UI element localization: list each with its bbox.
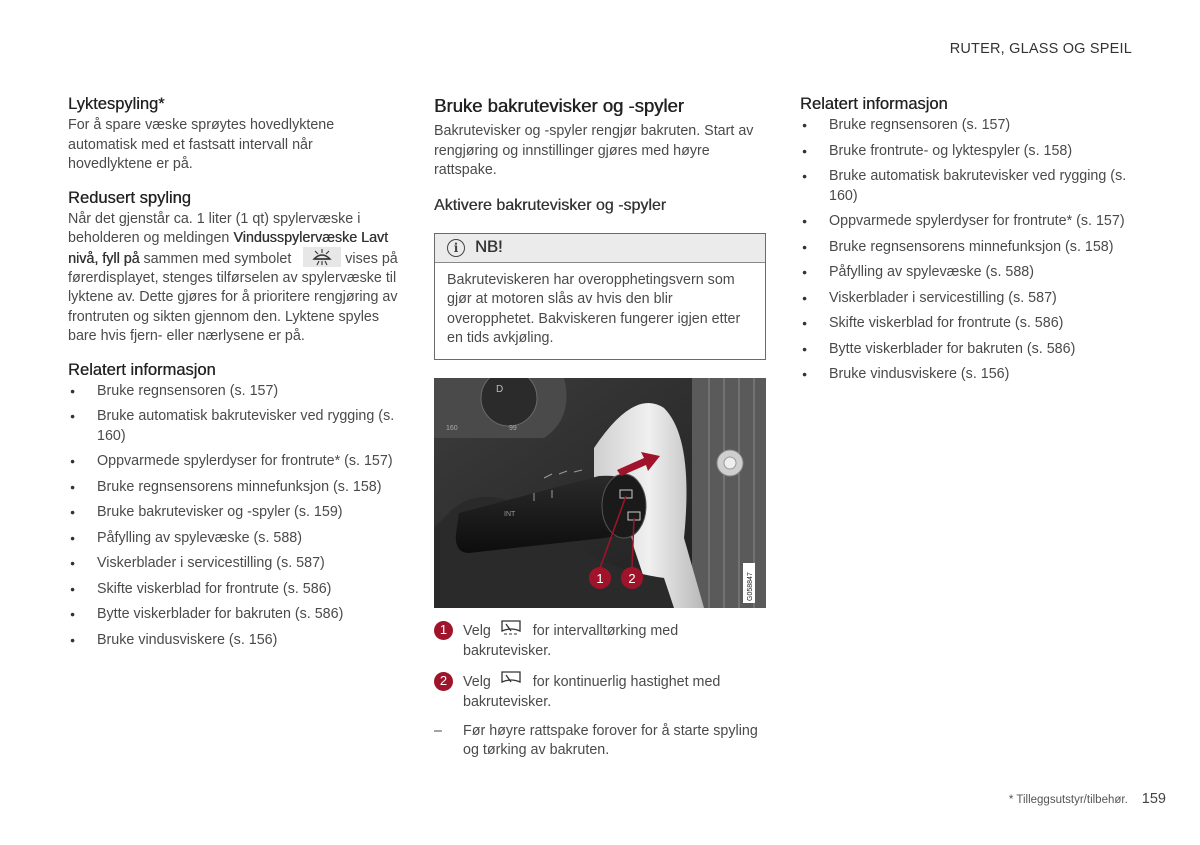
related-link[interactable]: ● Bruke bakrutevisker og -spyler (s. 159) (68, 503, 400, 523)
section-redusert-spyling (68, 189, 400, 347)
page-number: 159 (1141, 791, 1166, 807)
related-link[interactable]: ● Viskerblader i servicestilling (s. 587) (800, 289, 1132, 309)
note-header (435, 234, 765, 263)
step-text: Før høyre rattspake forover for å starte spyling og tørking av bakruten. (463, 722, 758, 758)
related-link[interactable]: ● Skifte viskerblad for frontrute (s. 586) (68, 580, 400, 600)
heading-redusert-spyling: Redusert spyling (68, 188, 191, 207)
section-lyktespyling (68, 95, 400, 175)
washer-fluid-icon (303, 247, 341, 267)
redusert-text-2: sammen med symbolet (143, 250, 292, 267)
note-text: Bakruteviskeren har overopphetingsvern som gjør at motoren slås av hvis den blir overopphetet. Bakviskeren fungerer igjen etter en tids avkjøling. (447, 271, 741, 346)
step-number: 1 (434, 621, 453, 640)
step-pre: Velg (463, 673, 491, 690)
related-link[interactable]: ● Bruke vindusviskere (s. 156) (800, 365, 1132, 385)
related-link[interactable]: ● Oppvarmede spylerdyser for frontrute* (s. 157) (800, 212, 1132, 232)
related-list-left (68, 382, 400, 651)
related-link[interactable]: ● Viskerblader i servicestilling (s. 587) (68, 554, 400, 574)
message-text: Vindusspylervæske Lavt nivå, fyll på (68, 230, 389, 267)
dash-marker: – (434, 722, 442, 739)
heading-related-left: Relatert informasjon (68, 360, 216, 379)
step-pre: Velg (463, 622, 491, 639)
related-link[interactable]: ● Bruke regnsensoren (s. 157) (68, 382, 400, 402)
related-link[interactable]: ● Bruke regnsensoren (s. 157) (800, 116, 1132, 136)
related-link[interactable]: ● Oppvarmede spylerdyser for frontrute* (s. 157) (68, 452, 400, 472)
heading-lyktespyling: Lyktespyling* (68, 95, 165, 113)
related-link[interactable]: ● Påfylling av spylevæske (s. 588) (800, 263, 1132, 283)
column-middle (434, 95, 766, 770)
main-heading: Bruke bakrutevisker og -spyler (434, 95, 684, 116)
step-item (434, 722, 766, 761)
info-icon: i (447, 239, 465, 257)
step-post: for kontinuerlig hastighet med bakrutevisker. (463, 673, 721, 710)
column-right (800, 95, 1132, 391)
dash-speed-label: 160 (446, 424, 458, 432)
related-link[interactable]: ● Bruke frontrute- og lyktespyler (s. 158) (800, 142, 1132, 162)
steps-list (434, 620, 766, 761)
note-box (434, 233, 766, 360)
related-link[interactable]: ● Skifte viskerblad for frontrute (s. 586) (800, 314, 1132, 334)
text-lyktespyling: For å spare væske sprøytes hovedlyktene automatisk med et fastsatt intervall når hovedlyktene er på. (68, 117, 335, 172)
note-title: NB! (475, 238, 503, 256)
section-header: RUTER, GLASS OG SPEIL (949, 41, 1132, 57)
subheading-activate: Aktivere bakrutevisker og -spyler (434, 196, 667, 214)
rear-wiper-interval-icon (501, 620, 521, 643)
step-number: 2 (434, 672, 453, 691)
intro-text: Bakrutevisker og -spyler rengjør bakruten. Start av rengjøring og innstillinger gjøres med høyre rattspake. (434, 123, 754, 178)
redusert-text-3: vises på førerdisplayet, stenges tilførselen av spylervæske til lyktene av. Dette gjøres for å prioritere rengjøring av frontruten og sikten gjennom den. Lyktene spyles bare hvis fjern- eller nærlysene er på. (68, 250, 398, 345)
section-related-left (68, 361, 400, 651)
dash-range-label: 99 (509, 424, 517, 432)
step-item (434, 671, 766, 713)
lever-label: INT (504, 510, 516, 518)
related-link[interactable]: ● Bytte viskerblader for bakruten (s. 586) (68, 605, 400, 625)
callout-2: 2 (628, 570, 636, 586)
related-link[interactable]: ● Bruke regnsensorens minnefunksjon (s. 158) (800, 238, 1132, 258)
column-left (68, 95, 400, 664)
related-link[interactable]: ● Bytte viskerblader for bakruten (s. 586) (800, 340, 1132, 360)
redusert-text-1: Når det gjenstår ca. 1 liter (1 qt) spylervæske i beholderen og meldingen (68, 210, 361, 246)
related-link[interactable]: ● Bruke automatisk bakrutevisker ved rygging (s. 160) (800, 167, 1132, 206)
rear-wiper-continuous-icon (501, 671, 521, 694)
image-code: G058847 (747, 571, 754, 601)
related-link[interactable]: ● Bruke regnsensorens minnefunksjon (s. 158) (68, 478, 400, 498)
wiper-lever-photo (434, 378, 766, 608)
callout-1: 1 (596, 570, 604, 586)
related-link[interactable]: ● Bruke automatisk bakrutevisker ved rygging (s. 160) (68, 407, 400, 446)
page-footer (1009, 791, 1166, 807)
heading-related-right: Relatert informasjon (800, 95, 948, 113)
related-list-right (800, 116, 1132, 385)
step-post: for intervalltørking med bakrutevisker. (463, 622, 679, 659)
footnote: * Tilleggsutstyr/tilbehør. (1008, 794, 1128, 806)
related-link[interactable]: ● Påfylling av spylevæske (s. 588) (68, 529, 400, 549)
text-redusert-spyling (68, 210, 400, 347)
step-item (434, 620, 766, 662)
dash-gear-label: D (496, 383, 504, 395)
related-link[interactable]: ● Bruke vindusviskere (s. 156) (68, 631, 400, 651)
